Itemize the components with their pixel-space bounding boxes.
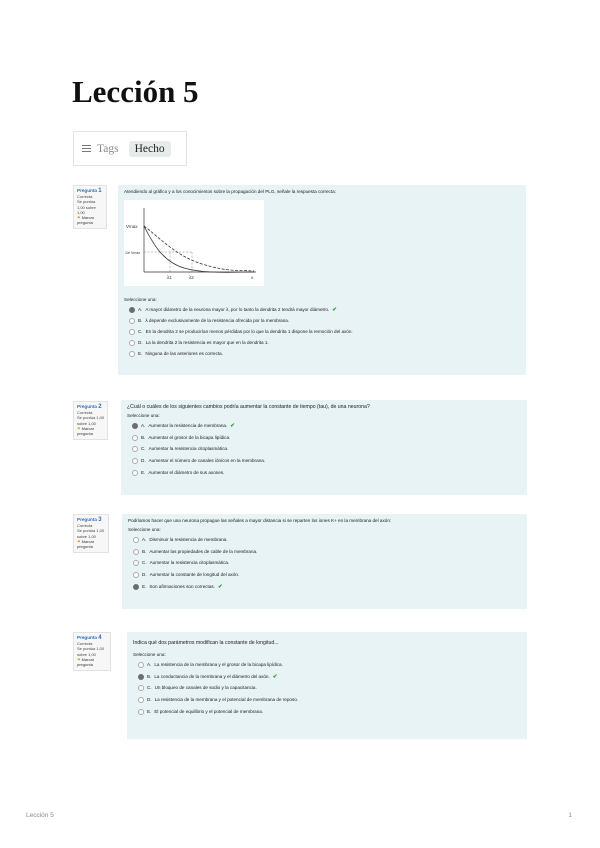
tags-label: Tags [97,142,119,155]
answer-letter: A. [142,536,147,542]
answer-letter: B. [141,434,146,440]
question-info-3 [73,514,109,553]
question-label: Pregunta [77,188,97,193]
answer-text: A mayor diámetro de la neurona mayor λ, por lo tanto la dendrita 2 tendrá mayor diámetro. [145,306,330,312]
answer-text: Aumentar el grosor de la bicapa lipídica. [148,434,231,440]
answer-text: Un bloqueo de canales de sodio y la capacitancia. [154,685,257,691]
answer-option[interactable] [124,326,520,337]
answer-radio[interactable] [129,318,135,324]
answer-text: Disminuir la resistencia de membrana. [149,536,228,542]
graph-l2-label: λ2 [189,275,194,280]
answer-text: El potencial de equilibrio y el potencial de membrana. [154,708,264,714]
answer-letter: B. [138,317,143,323]
graph-1e-label: 1/e Vmax [125,251,141,255]
answer-radio[interactable] [133,537,139,543]
select-label: Seleccione una: [124,297,157,302]
select-label: Seleccione una: [127,413,160,418]
answer-letter: C. [147,685,152,691]
answer-option[interactable] [133,671,521,683]
question-text: Atendiendo al gráfico y a los conocimientos sobre la propagación del PLG, señale la respuesta correcta: [124,189,336,194]
question-box-1 [118,185,526,375]
answer-option[interactable] [133,659,521,671]
flag-icon: ⚑ [77,425,81,431]
answer-letter: D. [142,571,147,577]
answer-text: Son afirmaciones son correctas. [149,583,215,589]
graph-l1-label: λ1 [167,275,172,280]
answer-option[interactable] [127,432,521,444]
answer-option[interactable] [128,581,521,593]
answer-text: Aumentar la constante de longitud del axón. [149,571,240,577]
answer-radio[interactable] [138,674,144,680]
list-icon [82,145,91,153]
answer-text: La conductancia de la membrana y el diámetro del axón. [154,673,270,679]
flag-label: Marcar pregunta [77,538,95,550]
answer-radio[interactable] [133,549,139,555]
question-status: Correcta [77,641,93,647]
answer-option[interactable] [133,706,521,718]
answer-letter: D. [141,457,146,463]
answer-option[interactable] [127,420,521,432]
answer-letter: A. [147,661,152,667]
graph-x-label: x [251,275,254,280]
question-info-4 [73,632,111,671]
answer-letter: A. [138,306,143,312]
footer-title: Lección 5 [26,812,54,819]
answer-radio[interactable] [138,685,144,691]
answer-letter: E. [147,708,152,714]
answer-option[interactable] [127,455,521,467]
answer-radio[interactable] [132,446,138,452]
answer-letter: C. [141,446,146,452]
flag-label: Marcar pregunta [77,656,95,668]
answer-letter: E. [142,583,147,589]
question-number: 3 [98,517,102,523]
tags-bar [73,131,187,166]
answer-radio[interactable] [133,584,139,590]
question-number: 4 [98,635,102,641]
question-status: Correcta [77,523,93,529]
question-label: Pregunta [77,404,97,409]
answer-text: Aumentar la resistencia citoplasmática. [149,560,230,566]
flag-icon: ⚑ [77,215,81,221]
question-text: Podríamos hacer que una neurona propague las señales a mayor distancia si se reparten los iones K+ en la membrana del axón: [128,518,392,523]
answer-option[interactable] [133,682,521,694]
answer-option[interactable] [124,348,520,359]
answer-letter: D. [147,696,152,702]
answer-text: Aumentar la resistencia de membrana. [148,422,228,428]
answer-text: En la dendrita 2 se producirían menos pérdidas por lo que la dendrita 1 dispone la remoción del axón. [145,328,353,334]
answer-letter: C. [138,328,143,334]
flag-icon: ⚑ [77,538,81,544]
answer-text: Aumentar las propiedades de cable de la membrana. [149,548,258,554]
question-box-4 [127,632,527,739]
answer-radio[interactable] [132,470,138,476]
question-text: ¿Cuál o cuáles de los siguientes cambios podría aumentar la constante de tiempo (tau), de una neurona? [127,404,370,410]
answer-text: Aumentar el número de canales iónicos en la membrana. [148,457,266,463]
question-status: Correcta [77,410,93,416]
answer-radio[interactable] [133,560,139,566]
question-text: Indica qué dos parámetros modifican la constante de longitud... [133,640,279,646]
answer-letter: A. [141,422,146,428]
answer-text: Ninguna de las anteriores es correcta. [145,350,223,356]
question-score: Se puntúa 1,00 sobre 1,00 [77,415,105,426]
answer-option[interactable] [127,443,521,455]
answer-radio[interactable] [138,697,144,703]
flag-question-button[interactable] [77,426,105,436]
question-score: Se puntúa 1,00 sobre 1,00 [77,199,96,215]
answer-option[interactable] [124,304,520,315]
flag-label: Marcar pregunta [77,425,95,437]
question-info-1 [73,185,107,229]
graph-curve-1 [144,226,254,272]
question-box-2 [121,400,527,495]
question-score: Se puntúa 1,00 sobre 1,00 [77,646,105,657]
question-number: 2 [98,404,102,410]
question-box-3 [122,514,527,609]
flag-label: Marcar pregunta [77,215,95,226]
select-label: Seleccione una: [133,652,166,657]
flag-question-button[interactable] [77,539,106,549]
answer-letter: B. [147,673,152,679]
question-status: Correcta [77,194,93,200]
answer-option[interactable] [124,315,520,326]
answer-text: La la dendrita 2 la resistencia es mayor que en la dendrita 1. [145,339,269,345]
answer-letter: E. [141,469,146,475]
answer-radio[interactable] [129,307,135,313]
answer-letter: E. [138,350,143,356]
answer-text: λ depende exclusivamente de la resistencia ofrecida por la membrana. [145,317,290,323]
graph-curve-2 [144,226,254,271]
flag-icon: ⚑ [77,656,81,662]
answer-option[interactable] [127,467,521,479]
answer-radio[interactable] [132,458,138,464]
check-icon: ✔ [332,306,337,313]
check-icon: ✔ [217,583,223,590]
flag-question-button[interactable] [77,657,108,667]
answer-radio[interactable] [138,662,144,668]
question-number: 1 [98,188,102,194]
answer-radio[interactable] [132,423,138,429]
answer-letter: D. [138,339,143,345]
page-number: 1 [568,812,572,819]
graph-vmax-label: Vmax [126,224,138,229]
answer-radio[interactable] [129,340,135,346]
answer-text: Aumentar el diámetro de sus axones. [148,469,225,475]
question-label: Pregunta [77,517,97,522]
answer-letter: C. [142,560,147,566]
question-label: Pregunta [77,635,97,640]
decay-graph [124,200,264,286]
answer-radio[interactable] [129,351,135,357]
answer-letter: B. [142,548,147,554]
answer-option[interactable] [128,557,521,569]
select-label: Seleccione una: [128,527,161,532]
answer-text: La resistencia de la membrana y el potencial de membrana de reposo. [154,696,299,702]
answer-radio[interactable] [138,709,144,715]
page-title: Lección 5 [72,74,199,109]
answer-option[interactable] [133,694,521,706]
answer-radio[interactable] [129,329,135,335]
question-info-2 [73,401,108,440]
flag-question-button[interactable] [77,215,104,225]
check-icon: ✔ [272,673,278,680]
question-score: Se puntúa 1,00 sobre 1,00 [77,528,105,539]
answer-option[interactable] [128,534,521,546]
tag-chip[interactable]: Hecho [129,141,171,157]
answer-radio[interactable] [132,435,138,441]
answer-radio[interactable] [133,572,139,578]
answer-option[interactable] [128,569,521,581]
answer-text: Aumentar la resistencia citoplasmática. [148,446,229,452]
answer-text: La resistencia de la membrana y el grosor de la bicapa lipídica. [154,661,283,667]
answer-option[interactable] [124,337,520,348]
check-icon: ✔ [230,422,235,429]
answer-option[interactable] [128,546,521,558]
